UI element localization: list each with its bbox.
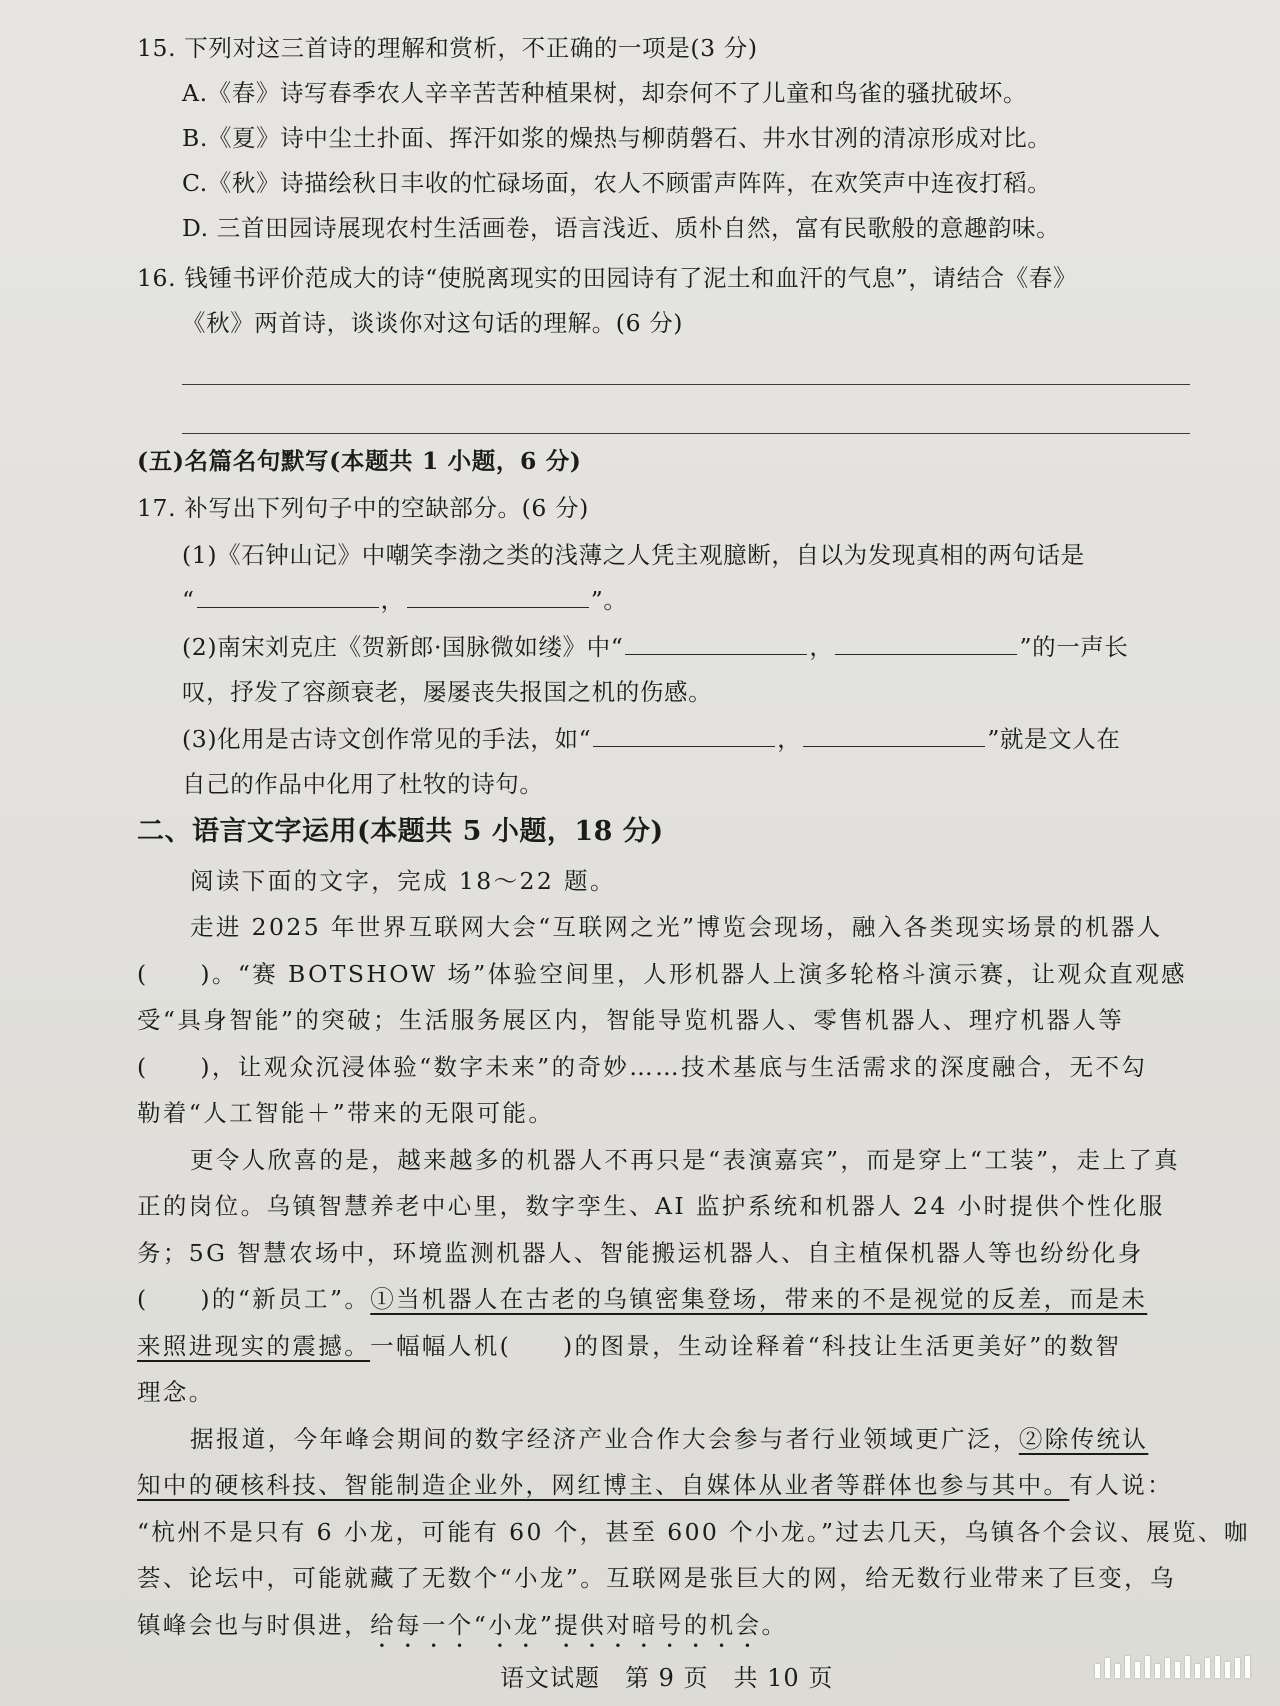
fill-blank[interactable] bbox=[407, 585, 589, 608]
passage-line: 正的岗位。乌镇智慧养老中心里，数字孪生、AI 监护系统和机器人 24 小时提供个性化服 bbox=[137, 1192, 1165, 1220]
passage-line: “杭州不是只有 6 小龙，可能有 60 个，甚至 600 个小龙。”过去几天，乌镇各个会议、展览、咖 bbox=[137, 1518, 1250, 1546]
passage-line: ( )。“赛 BOTSHOW 场”体验空间里，人形机器人上演多轮格斗演示赛，让观众直观感 bbox=[137, 960, 1187, 988]
text: ”的一声长 bbox=[1019, 633, 1129, 661]
question-15-option-b: B.《夏》诗中尘土扑面、挥汗如浆的燥热与柳荫磐石、井水甘冽的清凉形成对比。 bbox=[182, 124, 1052, 152]
section-2-intro: 阅读下面的文字，完成 18～22 题。 bbox=[190, 867, 616, 895]
passage-line: 走进 2025 年世界互联网大会“互联网之光”博览会现场，融入各类现实场景的机器人 bbox=[190, 913, 1163, 941]
text: 有人说： bbox=[1069, 1471, 1174, 1499]
question-17-part3-line2: 自己的作品中化用了杜牧的诗句。 bbox=[182, 770, 544, 798]
comma: ， bbox=[777, 725, 802, 753]
underlined-sentence-1: ①当机器人在古老的乌镇密集登场，带来的不是视觉的反差，而是未 bbox=[370, 1285, 1148, 1313]
passage-line: 受“具身智能”的突破；生活服务展区内，智能导览机器人、零售机器人、理疗机器人等 bbox=[137, 1006, 1125, 1034]
passage-line: 务；5G 智慧农场中，环境监测机器人、智能搬运机器人、自主植保机器人等也纷纷化身 bbox=[137, 1239, 1144, 1267]
text: (2)南宋刘克庄《贺新郎·国脉微如缕》中“ bbox=[182, 633, 624, 661]
text: ”就是文人在 bbox=[987, 725, 1121, 753]
question-15-option-c: C.《秋》诗描绘秋日丰收的忙碌场面，农人不顾雷声阵阵，在欢笑声中连夜打稻。 bbox=[182, 169, 1052, 197]
question-17-part2-line1 bbox=[182, 632, 1129, 662]
underlined-sentence-2-cont: 知中的硬核科技、智能制造企业外，网红博主、自媒体从业者等群体也参与其中。 bbox=[137, 1471, 1070, 1499]
comma: ， bbox=[380, 586, 405, 614]
question-15-option-d: D. 三首田园诗展现农村生活画卷，语言浅近、质朴自然，富有民歌般的意趣韵味。 bbox=[182, 214, 1061, 242]
answer-line bbox=[182, 384, 1190, 385]
question-17-part2-line2: 叹，抒发了容颜衰老，屡屡丧失报国之机的伤感。 bbox=[182, 678, 713, 706]
comma: ， bbox=[809, 633, 834, 661]
question-16-line1: 16. 钱锺书评价范成大的诗“使脱离现实的田园诗有了泥土和血汗的气息”，请结合《春》 bbox=[137, 264, 1078, 292]
passage-line bbox=[137, 1331, 1121, 1361]
underlined-sentence-1-cont: 来照进现实的震撼。 bbox=[137, 1332, 371, 1360]
text: 一幅幅人机( )的图景，生动诠释着“科技让生活更美好”的数智 bbox=[370, 1332, 1122, 1360]
page-footer: 语文试题 第 9 页 共 10 页 bbox=[500, 1664, 834, 1692]
underlined-sentence-2: ②除传统认 bbox=[1018, 1425, 1149, 1453]
question-17-part1-line2 bbox=[182, 585, 627, 615]
watermark-bars-icon bbox=[1095, 1656, 1250, 1678]
fill-blank[interactable] bbox=[803, 724, 985, 747]
quote-open: “ bbox=[182, 586, 195, 614]
fill-blank[interactable] bbox=[625, 632, 807, 655]
passage-line: 理念。 bbox=[137, 1378, 215, 1406]
text: 。 bbox=[761, 1611, 788, 1639]
question-17-part1-line1: (1)《石钟山记》中嘲笑李渤之类的浅薄之人凭主观臆断，自以为发现真相的两句话是 bbox=[182, 541, 1085, 569]
section-5-title: (五)名篇名句默写(本题共 1 小题，6 分) bbox=[137, 447, 582, 475]
fill-blank[interactable] bbox=[835, 632, 1017, 655]
text: ( )的“新员工”。 bbox=[137, 1285, 371, 1313]
passage-line bbox=[137, 1470, 1173, 1500]
fill-blank[interactable] bbox=[593, 724, 775, 747]
passage-line: 荟、论坛中，可能就藏了无数个“小龙”。互联网是张巨大的网，给无数行业带来了巨变，乌 bbox=[137, 1564, 1176, 1592]
question-17-stem: 17. 补写出下列句子中的空缺部分。(6 分) bbox=[137, 494, 589, 522]
text: (3)化用是古诗文创作常见的手法，如“ bbox=[182, 725, 592, 753]
fill-blank[interactable] bbox=[197, 585, 379, 608]
passage-line bbox=[137, 1284, 1147, 1314]
quote-close: ”。 bbox=[590, 586, 628, 614]
question-17-part3-line1 bbox=[182, 724, 1120, 754]
text: 镇峰会也与时俱进， bbox=[137, 1611, 371, 1639]
passage-line bbox=[190, 1424, 1148, 1454]
passage-line: 更令人欣喜的是，越来越多的机器人不再只是“表演嘉宾”，而是穿上“工装”，走上了真 bbox=[190, 1146, 1181, 1174]
question-15-stem: 15. 下列对这三首诗的理解和赏析，不正确的一项是(3 分) bbox=[137, 34, 758, 62]
section-2-title: 二、语言文字运用(本题共 5 小题，18 分) bbox=[137, 816, 664, 847]
question-15-option-a: A.《春》诗写春季农人辛辛苦苦种植果树，却奈何不了儿童和鸟雀的骚扰破坏。 bbox=[182, 79, 1028, 107]
dotted-phrase: 给每一个“小龙”提供对暗号的机会 bbox=[370, 1611, 762, 1639]
passage-line bbox=[137, 1610, 787, 1653]
passage-line: ( )，让观众沉浸体验“数字未来”的奇妙……技术基底与生活需求的深度融合，无不勾 bbox=[137, 1053, 1148, 1081]
question-16-line2: 《秋》两首诗，谈谈你对这句话的理解。(6 分) bbox=[182, 309, 684, 337]
text: 据报道，今年峰会期间的数字经济产业合作大会参与者行业领域更广泛， bbox=[190, 1425, 1019, 1453]
passage-line: 勒着“人工智能＋”带来的无限可能。 bbox=[137, 1099, 555, 1127]
answer-line bbox=[182, 433, 1190, 434]
